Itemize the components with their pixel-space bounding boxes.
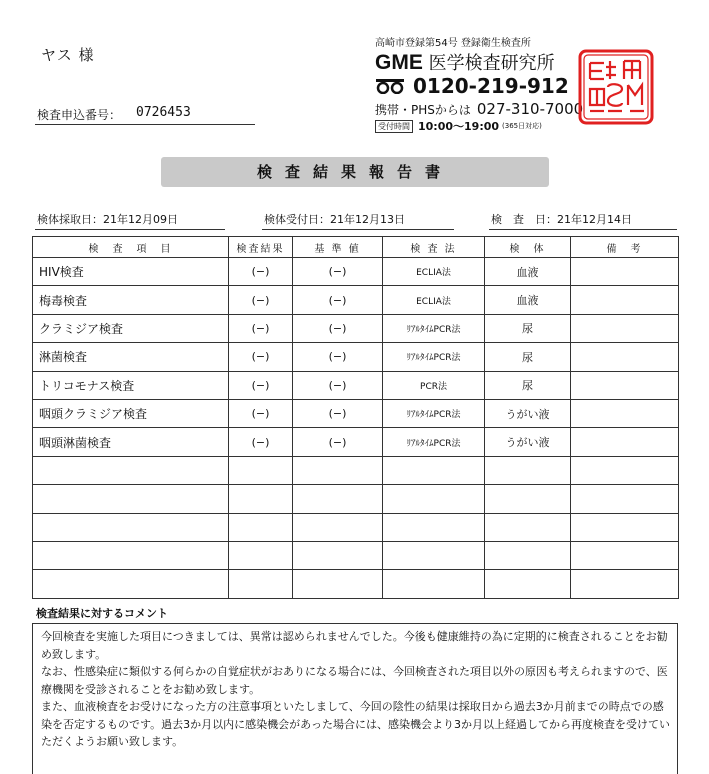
- table-row: [33, 399, 679, 427]
- comment-text: [41, 628, 671, 751]
- mobile-number: 027-310-7000: [476, 100, 584, 118]
- test-result: (−): [229, 286, 293, 314]
- specimen: 血液: [485, 286, 571, 314]
- test-item: 咽頭クラミジア検査: [33, 399, 229, 427]
- specimen: 尿: [485, 314, 571, 342]
- patient-name: ヤス 様: [41, 46, 95, 64]
- lab-name: [375, 49, 555, 75]
- reference-value: (−): [293, 399, 383, 427]
- business-hours: [375, 118, 542, 134]
- report-title: 検査結果報告書: [161, 157, 549, 187]
- test-date-underline: [489, 229, 677, 230]
- test-result: (−): [229, 258, 293, 286]
- lab-name-prefix: GME: [375, 51, 423, 74]
- empty-row: [33, 541, 679, 569]
- note: [571, 314, 679, 342]
- lab-registration: 高崎市登録第54号 登録衛生検査所: [375, 38, 531, 49]
- test-method: ﾘｱﾙﾀｲﾑPCR法: [383, 428, 485, 456]
- note: [571, 343, 679, 371]
- test-item: HIV検査: [33, 258, 229, 286]
- reference-value: (−): [293, 343, 383, 371]
- hours-note: (365日対応): [502, 122, 542, 130]
- reference-value: (−): [293, 314, 383, 342]
- application-underline: [35, 124, 255, 125]
- table-row: [33, 286, 679, 314]
- note: [571, 428, 679, 456]
- table-row: [33, 343, 679, 371]
- empty-row: [33, 570, 679, 598]
- results-table: [32, 236, 679, 599]
- header-specimen: 検 体: [485, 237, 571, 258]
- test-date: 検 査 日：21年12月14日: [491, 213, 632, 226]
- lab-name-suffix: 医学検査研究所: [428, 53, 555, 74]
- note: [571, 258, 679, 286]
- mobile-contact: [375, 100, 583, 118]
- table-row: [33, 428, 679, 456]
- reference-value: (−): [293, 428, 383, 456]
- header-method: 検 査 法: [383, 237, 485, 258]
- comment-title: 検査結果に対するコメント: [36, 607, 168, 620]
- table-row: [33, 314, 679, 342]
- freedial-icon: [375, 78, 405, 94]
- test-method: PCR法: [383, 371, 485, 399]
- freedial-text: 0120-219-912: [413, 74, 569, 98]
- header-test-item: 検 査 項 目: [33, 237, 229, 258]
- application-number-label: 検査申込番号：: [37, 108, 122, 122]
- note: [571, 286, 679, 314]
- test-item: クラミジア検査: [33, 314, 229, 342]
- received-date: 検体受付日：21年12月13日: [264, 213, 405, 226]
- specimen: うがい液: [485, 428, 571, 456]
- test-result: (−): [229, 399, 293, 427]
- test-method: ﾘｱﾙﾀｲﾑPCR法: [383, 343, 485, 371]
- specimen: 血液: [485, 258, 571, 286]
- test-method: ECLIA法: [383, 286, 485, 314]
- comment-paragraph: 今回検査を実施した項目につきましては、異常は認められませんでした。今後も健康維持の為に定期的に検査されることをお勧め致します。: [41, 630, 668, 661]
- empty-row: [33, 485, 679, 513]
- collection-date-underline: [35, 229, 225, 230]
- specimen: うがい液: [485, 399, 571, 427]
- test-method: ECLIA法: [383, 258, 485, 286]
- received-date-underline: [262, 229, 454, 230]
- note: [571, 371, 679, 399]
- header-result: 検査結果: [229, 237, 293, 258]
- company-seal: [578, 49, 654, 125]
- test-result: (−): [229, 343, 293, 371]
- table-row: [33, 371, 679, 399]
- hours-tag: 受付時間: [375, 120, 413, 133]
- header-notes: 備 考: [571, 237, 679, 258]
- reference-value: (−): [293, 286, 383, 314]
- specimen: 尿: [485, 343, 571, 371]
- reference-value: (−): [293, 371, 383, 399]
- test-item: 咽頭淋菌検査: [33, 428, 229, 456]
- test-result: (−): [229, 314, 293, 342]
- table-header-row: [33, 237, 679, 258]
- header-reference: 基 準 値: [293, 237, 383, 258]
- mobile-label: 携帯・PHSからは: [375, 103, 471, 117]
- collection-date: 検体採取日：21年12月09日: [37, 213, 178, 226]
- application-number: 0726453: [136, 105, 191, 120]
- test-method: ﾘｱﾙﾀｲﾑPCR法: [383, 314, 485, 342]
- empty-row: [33, 456, 679, 484]
- test-result: (−): [229, 428, 293, 456]
- empty-row: [33, 513, 679, 541]
- hours-time: 10:00〜19:00: [418, 120, 500, 133]
- comment-paragraph: また、血液検査をお受けになった方の注意事項といたしまして、今回の陰性の結果は採取日から過去3か月前までの時点での感染を否定するものです。過去3か月以内に感染機会があった場合には、感染機会より3か月以上経過してから再度検査を受けていただくようお願い致します。: [41, 700, 671, 748]
- test-item: 淋菌検査: [33, 343, 229, 371]
- test-result: (−): [229, 371, 293, 399]
- freedial-number: [375, 74, 569, 98]
- test-method: ﾘｱﾙﾀｲﾑPCR法: [383, 399, 485, 427]
- test-item: トリコモナス検査: [33, 371, 229, 399]
- comment-paragraph: なお、性感染症に類似する何らかの自覚症状がおありになる場合には、今回検査された項目以外の原因も考えられますので、医療機関を受診されることをお勧め致します。: [41, 665, 668, 696]
- reference-value: (−): [293, 258, 383, 286]
- table-row: [33, 258, 679, 286]
- specimen: 尿: [485, 371, 571, 399]
- test-item: 梅毒検査: [33, 286, 229, 314]
- note: [571, 399, 679, 427]
